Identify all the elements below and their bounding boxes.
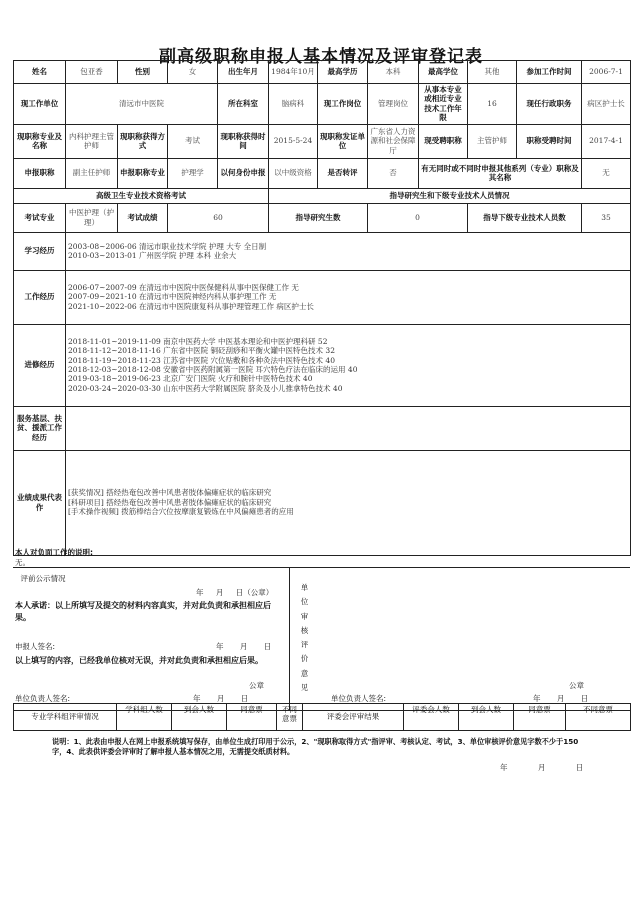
study-label: 学习经历 [14, 232, 66, 270]
training-line: 2018-11-19~2018-11-23 江苏省中医院 穴位贴敷和各种灸法中医特色技术 40 [68, 355, 335, 365]
admin-value: 病区护士长 [582, 84, 631, 125]
applicant-sign-date: 年 月 日 [216, 642, 272, 651]
birth-value: 1984年10月 [269, 61, 318, 84]
training-history [66, 324, 631, 406]
row-apply [14, 158, 631, 188]
review-row [14, 704, 631, 731]
work-line: 2006-07~2007-09 在清远市中医院中医保健科从事中医保健工作 无 [68, 282, 299, 292]
exam-subject-label: 考试专业 [14, 203, 66, 232]
unit-label: 现工作单位 [14, 84, 66, 125]
row-work [14, 270, 631, 324]
other-series-value: 无 [582, 158, 631, 188]
unit-verify-statement: 以上填写的内容，已经我单位核对无误，并对此负责和承担相应后果。 [15, 656, 263, 665]
transfer-label: 是否转评 [318, 158, 368, 188]
footnote: 说明：1、此表由申报人在网上申报系统填写保存，由单位生成打印用于公示，2、"现职称取得方式"指评审、考核认定、考试，3、单位审核评价意见字数不少于150字，4、此表供评委会评审时了解申报人基本情况之用，无需提交纸质材料。 [52, 737, 579, 757]
row-unit [14, 84, 631, 125]
row-section-headers [14, 188, 631, 203]
group-members-label: 学科组人数 [117, 704, 172, 731]
admin-label: 现任行政职务 [517, 84, 582, 125]
issuer-label: 现职称发证单位 [318, 124, 368, 158]
group-disagree-label: 不同意票 [277, 704, 303, 731]
training-label: 进修经历 [14, 324, 66, 406]
achievement-line: [获奖情况] 搭经热奄包改善中风患者肢体偏瘫症状的临床研究 [68, 488, 272, 498]
unit-opinion-sign-label: 单位负责人签名: [331, 694, 387, 703]
study-history [66, 232, 631, 270]
unit-seal: 公章 [249, 681, 264, 690]
work-history [66, 270, 631, 324]
dept-label: 所在科室 [218, 84, 269, 125]
name-value: 包亚香 [66, 61, 118, 84]
unit-sign-label: 单位负责人签名: [15, 694, 71, 703]
applicant-sign-label: 申报人签名: [15, 642, 56, 651]
unit-opinion-date: 年 月 日 [533, 694, 589, 703]
group-review-label: 专业学科组评审情况 [14, 704, 117, 731]
other-series-label: 有无同时或不同时申报其他系列（专业）职称及其名称 [419, 158, 582, 188]
education-value: 本科 [368, 61, 419, 84]
achievement-line: [手术操作视频] 拨筋棒结合穴位按摩康复锻炼在中风偏瘫患者的应用 [68, 507, 294, 517]
work-start-value: 2006-7-1 [582, 61, 631, 84]
divider [13, 567, 630, 568]
unit-opinion-seal: 公章 [569, 681, 584, 690]
unit-value: 清远市中医院 [66, 84, 218, 125]
post-label: 现工作岗位 [318, 84, 368, 125]
title-way-label: 现职称获得方式 [118, 124, 168, 158]
training-line: 2018-11-12~2018-11-16 广东省中医院 铜砭刮痧和平衡火罐中医特色技术 32 [68, 346, 335, 356]
staff-count-value: 35 [582, 203, 631, 232]
review-table [13, 703, 631, 731]
work-line: 2021-10~2022-06 在清远市中医院康复科从事护理管理工作 病区护士长 [68, 301, 314, 311]
unit-sign-date: 年 月 日 [193, 694, 249, 703]
years-value: 16 [468, 84, 517, 125]
hired-title-value: 主管护师 [468, 124, 517, 158]
row-exam [14, 203, 631, 232]
training-line: 2020-03-24~2020-03-30 山东中医药大学附属医院 脐灸及小儿推拿特色技术 40 [68, 383, 343, 393]
hired-title-label: 现受聘职称 [419, 124, 468, 158]
exam-section-header: 高级卫生专业技术资格考试 [14, 188, 269, 203]
apply-title-value: 副主任护师 [66, 158, 118, 188]
training-line: 2018-11-01~2019-11-09 南京中医药大学 中医基本理论和中医护理科研 52 [68, 336, 328, 346]
name-label: 姓名 [14, 61, 66, 84]
degree-value: 其他 [468, 61, 517, 84]
apply-major-value: 护理学 [168, 158, 218, 188]
birth-label: 出生年月 [218, 61, 269, 84]
study-line: 2010-03~2013-01 广州医学院 护理 本科 业余大 [68, 251, 237, 260]
applicant-info-table [13, 60, 631, 556]
grad-count-label: 指导研究生数 [269, 203, 368, 232]
row-achievements [14, 450, 631, 555]
committee-agree-label: 同意票 [514, 704, 566, 731]
exam-score-label: 考试成绩 [118, 203, 168, 232]
publicity-label: 评前公示情况 [20, 574, 66, 583]
achievements-label: 业绩成果代表作 [14, 450, 66, 555]
identity-label: 以何身份申报 [218, 158, 269, 188]
title-time-label: 现职称获得时间 [218, 124, 269, 158]
hire-time-value: 2017-4-1 [582, 124, 631, 158]
degree-label: 最高学位 [419, 61, 468, 84]
row-basic [14, 61, 631, 84]
sex-label: 性别 [118, 61, 168, 84]
committee-disagree-label: 不同意票 [566, 704, 631, 731]
current-title-value: 内科护理主管护师 [66, 124, 118, 158]
committee-present-label: 到会人数 [459, 704, 514, 731]
work-line: 2007-09~2021-10 在清远市中医院神经内科从事护理工作 无 [68, 292, 277, 302]
declaration-section [13, 545, 630, 711]
work-label: 工作经历 [14, 270, 66, 324]
sex-value: 女 [168, 61, 218, 84]
current-title-label: 现职称专业及名称 [14, 124, 66, 158]
grassroots-label: 服务基层、扶贫、援派工作经历 [14, 406, 66, 450]
staff-count-label: 指导下级专业技术人员数 [468, 203, 582, 232]
achievement-line: [科研项目] 搭经热奄包改善中风患者肢体偏瘫症状的临床研究 [68, 497, 272, 507]
committee-members-label: 评委会人数 [404, 704, 459, 731]
study-line: 2003-08~2006-06 清远市职业技术学院 护理 大专 全日制 [68, 241, 267, 251]
duty-value: 无。 [15, 558, 30, 567]
training-line: 2018-12-03~2018-12-08 安徽省中医药附属第一医院 耳穴特色疗法在临床的运用 40 [68, 365, 358, 374]
dept-value: 脑病科 [269, 84, 318, 125]
row-training [14, 324, 631, 406]
exam-score-value: 60 [168, 203, 269, 232]
group-agree-label: 同意票 [227, 704, 277, 731]
apply-title-label: 申报职称 [14, 158, 66, 188]
work-start-label: 参加工作时间 [517, 61, 582, 84]
grassroots-value [66, 406, 631, 450]
title-time-value: 2015-5-24 [269, 124, 318, 158]
unit-opinion-label: 单位审核评价意见 [300, 583, 309, 692]
apply-major-label: 申报职称专业 [118, 158, 168, 188]
transfer-value: 否 [368, 158, 419, 188]
footer-date: 年 月 日 [500, 763, 584, 772]
training-line: 2019-03-18~2019-06-23 北京广安门医院 火疗和腕针中医特色技术 40 [68, 374, 313, 384]
identity-value: 以中级资格 [269, 158, 318, 188]
publicity-date: 年 月 日（公章） [196, 588, 274, 597]
grad-count-value: 0 [368, 203, 468, 232]
years-label: 从事本专业或相近专业技术工作年限 [419, 84, 468, 125]
row-title [14, 124, 631, 158]
guide-section-header: 指导研究生和下级专业技术人员情况 [269, 188, 631, 203]
hire-time-label: 职称受聘时间 [517, 124, 582, 158]
achievements-list [66, 450, 631, 555]
education-label: 最高学历 [318, 61, 368, 84]
row-study [14, 232, 631, 270]
exam-subject-value: 中医护理（护理） [66, 203, 118, 232]
committee-review-label: 评委会评审结果 [303, 704, 404, 731]
form-title: 副高级职称申报人基本情况及评审登记表 [159, 47, 483, 67]
applicant-promise: 本人承诺：以上所填写及提交的材料内容真实，并对此负责和承担相应后果。 [15, 601, 271, 622]
issuer-value: 广东省人力资源和社会保障厅 [368, 124, 419, 158]
title-way-value: 考试 [168, 124, 218, 158]
duty-heading: 本人对负面工作的说明: [15, 548, 93, 557]
post-value: 管理岗位 [368, 84, 419, 125]
group-present-label: 到会人数 [172, 704, 227, 731]
divider [289, 567, 290, 710]
row-grassroots [14, 406, 631, 450]
